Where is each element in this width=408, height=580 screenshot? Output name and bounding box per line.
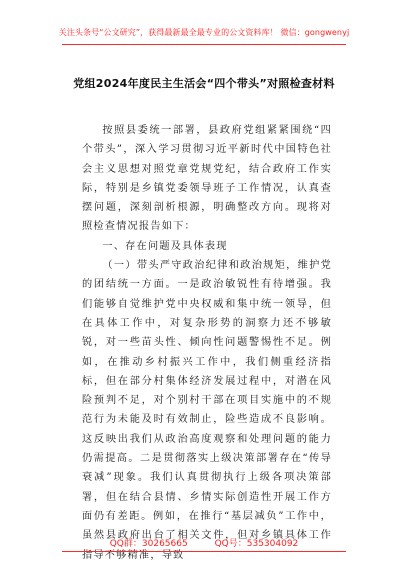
intro-paragraph: 按照县委统一部署，县政府党组紧紧围绕“四个带头”，深入学习贯彻习近平新时代中国特色社会主义思想对照党章党规党纪，结合政府工作实际，特别是乡镇党委领导班子工作情况，认真查摆问题，深刻剖析根源，明确整改方向。现将对照检查情况报告如下：	[82, 125, 332, 233]
footer-qq-group: QQ群：30265665	[109, 539, 188, 549]
document-title: 党组2024年度民主生活会“四个带头”对照检查材料	[73, 77, 335, 90]
footer-divider	[62, 551, 346, 552]
section-heading: 一、存在问题及具体表现	[102, 240, 228, 252]
document-body	[82, 121, 332, 565]
footer-contact	[0, 536, 408, 549]
header-divider	[62, 44, 346, 45]
promo-banner: 关注头条号“公文研究”，获得最新最全最专业的公文资料库！ 微信：gongwenyj	[58, 28, 350, 37]
footer-qq-number: QQ号：535304092	[214, 539, 299, 549]
section-paragraph: （一）带头严守政治纪律和政治规矩，维护党的团结统一方面。一是政治敏锐性有待增强。我们能够自觉维护党中央权威和集中统一领导，但在具体工作中，对复杂形势的洞察力还不够敏锐，对一些苗头性、倾向性问题警惕性不足。例如，在推动乡村振兴工作中，我们侧重经济指标，但在部分村集体经济发展过程中，对潜在风险预判不足，对个别村干部在项目实施中的不规范行为未能及时有效制止，险些造成不良影响。这反映出我们从政治高度观察和处理问题的能力仍需提高。二是贯彻落实上级决策部署存在“传导衰减”现象。我们认真贯彻执行上级各项决策部署，但在结合县情、乡情实际创造性开展工作方面仍有差距。例如，在推行“基层减负”工作中，虽然县政府出台了相关文件，但对乡镇具体工作指导不够精准，导致	[82, 260, 332, 561]
